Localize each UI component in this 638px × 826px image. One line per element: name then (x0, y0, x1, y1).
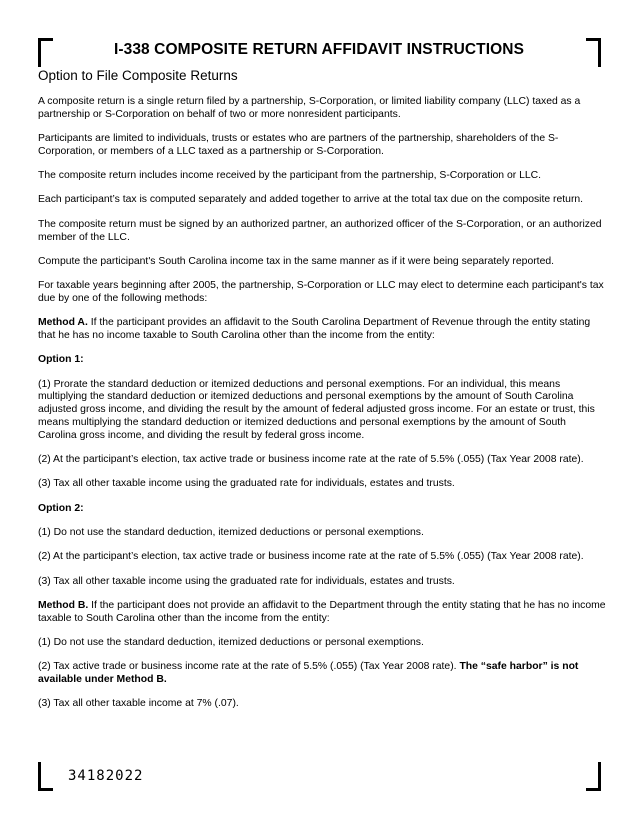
paragraph-compute-tax: Compute the participant's South Carolina income tax in the same manner as if it were being separately reported. (38, 255, 555, 267)
option-2-item-1: (1) Do not use the standard deduction, itemized deductions or personal exemptions. (38, 527, 424, 539)
safe-harbor-note: The “safe harbor” is not available under Method B. (38, 661, 579, 686)
option-1-heading: Option 1: (38, 354, 84, 366)
paragraph-methods-intro: For taxable years beginning after 2005, the partnership, S-Corporation or LLC may elect to determine each participant's tax due by one of the following methods: (38, 280, 604, 304)
paragraph-composite-definition: A composite return is a single return filed by a partnership, S-Corporation, or limited liability company (LLC) taxed as a partnership or S-Corporation on behalf of two or more nonresident participants. (38, 96, 581, 120)
paragraph-signature: The composite return must be signed by an authorized partner, an authorized officer of the S-Corporation, or an authorized member of the LLC. (38, 218, 602, 243)
option-2-item-3: (3) Tax all other taxable income using the graduated rate for individuals, estates and trusts. (38, 575, 455, 587)
paragraph-tax-computed: Each participant’s tax is computed separately and added together to arrive at the total tax due on the composite return. (38, 194, 584, 206)
section-subtitle: Option to File Composite Returns (38, 68, 238, 83)
corner-mark-bottom-right (586, 762, 601, 791)
option-1-item-1: (1) Prorate the standard deduction or itemized deductions and personal exemptions. For an individual, this means multiplying the standard deduction or itemized deductions and personal exemptions by the amount of South Carolina adjusted gross income, and dividing the result by the amount of federal adjusted gross income. For an estate or trust, this means multiplying the standard deduction or itemized deductions and personal exemptions by the amount of South Carolina gross income, and dividing the result by federal gross income. (38, 378, 595, 441)
method-a-text: If the participant provides an affidavit to the South Carolina Department of Revenue through the entity stating that he has no income taxable to South Carolina other than the income from the entity: (38, 317, 591, 342)
paragraph-income-included: The composite return includes income received by the participant from the partnership, S-Corporation or LLC. (38, 170, 542, 182)
method-b-item-2: (2) Tax active trade or business income rate at the rate of 5.5% (.055) (Tax Year 2008 rate). The “safe harbor” is not available under Method B. (38, 661, 579, 686)
form-number: 34182022 (68, 768, 144, 784)
method-b-item-3: (3) Tax all other taxable income at 7% (.07). (38, 698, 239, 710)
method-b-text: If the participant does not provide an affidavit to the Department through the entity stating that he has no income taxable to South Carolina other than the income from the entity: (38, 599, 606, 624)
corner-mark-bottom-left (38, 762, 53, 791)
paragraph-participants: Participants are limited to individuals, trusts or estates who are partners of the partnership, shareholders of the S-Corporation, or members of a LLC taxed as a partnership or S-Corporation. (38, 133, 559, 157)
method-b-paragraph (38, 600, 606, 626)
method-b-label: Method B. (38, 599, 89, 611)
page-title: I-338 COMPOSITE RETURN AFFIDAVIT INSTRUCTIONS (113, 41, 525, 58)
instructions-body (38, 96, 606, 723)
option-2-heading: Option 2: (38, 502, 84, 514)
method-a-label: Method A. (38, 317, 88, 329)
option-2-item-2: (2) At the participant’s election, tax active trade or business income rate at the rate of 5.5% (.055) (Tax Year 2008 rate). (38, 551, 584, 563)
method-b-item-1: (1) Do not use the standard deduction, itemized deductions or personal exemptions. (38, 637, 424, 649)
method-a-paragraph (38, 317, 606, 343)
option-1-item-2: (2) At the participant’s election, tax active trade or business income rate at the rate of 5.5% (.055) (Tax Year 2008 rate). (38, 454, 584, 466)
option-1-item-3: (3) Tax all other taxable income using the graduated rate for individuals, estates and trusts. (38, 478, 455, 490)
